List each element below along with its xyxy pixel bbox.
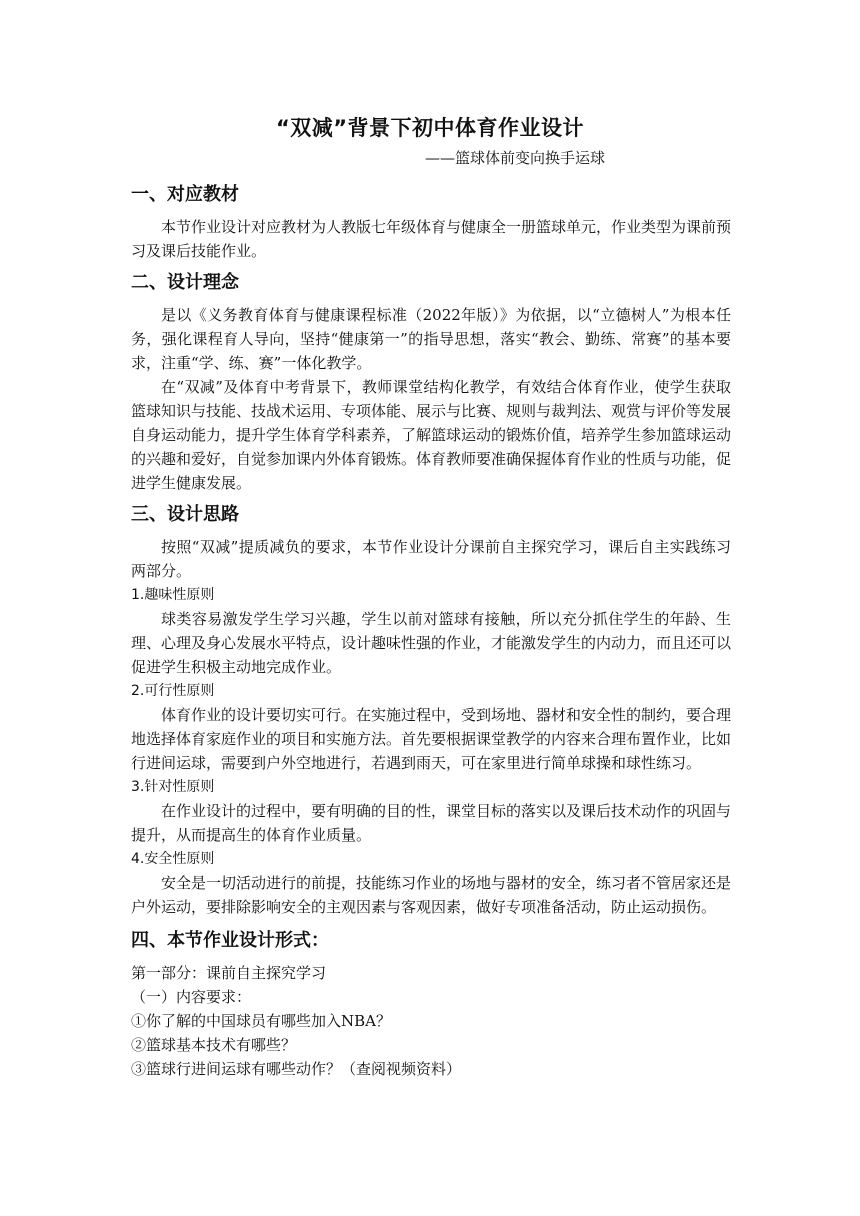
principle-label-1: 1.趣味性原则 (131, 587, 215, 603)
document-title: “双减”背景下初中体育作业设计 (275, 116, 585, 140)
section-heading-4: 四、本节作业设计形式： (131, 930, 329, 951)
document-body (131, 178, 731, 1081)
principle-label-4: 4.安全性原则 (131, 851, 215, 867)
question-item-3: ③篮球行进间运球有哪些动作？（查阅视频资料） (131, 1060, 462, 1078)
section-2-paragraph-2: 在“双减”及体育中考背景下，教师课堂结构化教学，有效结合体育作业，使学生获取篮球知识与技能、技战术运用、专项体能、展示与比赛、规则与裁判法、观赏与评价等发展自身运动能力，提升学生体育学科素养，了解篮球运动的锻炼价值，培养学生参加篮球运动的兴趣和爱好，自觉参加课内外体育锻炼。体育教师要准确保握体育作业的性质与功能，促进学生健康发展。 (131, 378, 732, 492)
part-one-title: 第一部分：课前自主探究学习 (131, 964, 327, 982)
content-requirements-label: （一）内容要求： (131, 988, 252, 1006)
question-item-2: ②篮球基本技术有哪些？ (131, 1036, 297, 1054)
section-2-paragraph-1: 是以《义务教育体育与健康课程标准（2022年版）》为依据，以“立德树人”为根本任务，强化课程育人导向，坚持“健康第一”的指导思想，落实“教会、勤练、常赛”的基本要求，注重“学、练、赛”一体化教学。 (131, 306, 731, 372)
principle-text-1: 球类容易激发学生学习兴趣，学生以前对篮球有接触，所以充分抓住学生的年龄、生理、心理及身心发展水平特点，设计趣味性强的作业，才能激发学生的内动力，而且还可以促进学生积极主动地完成作业。 (131, 610, 732, 676)
principle-text-3: 在作业设计的过程中，要有明确的目的性，课堂目标的落实以及课后技术动作的巩固与提升，从而提高生的体育作业质量。 (131, 802, 732, 844)
section-heading-3: 三、设计思路 (131, 504, 239, 525)
principle-label-2: 2.可行性原则 (131, 683, 215, 699)
principle-text-4: 安全是一切活动进行的前提，技能练习作业的场地与器材的安全，练习者不管居家还是户外运动，要排除影响安全的主观因素与客观因素，做好专项准备活动，防止运动损伤。 (131, 874, 732, 916)
section-heading-2: 二、设计理念 (131, 272, 239, 293)
question-item-1: ①你了解的中国球员有哪些加入NBA？ (131, 1012, 391, 1030)
section-3-intro: 按照“双减”提质减负的要求，本节作业设计分课前自主探究学习，课后自主实践练习两部分。 (131, 538, 731, 580)
principle-label-3: 3.针对性原则 (131, 779, 215, 795)
document-subtitle: ——篮球体前变向换手运球 (424, 149, 605, 167)
principle-text-2: 体育作业的设计要切实可行。在实施过程中，受到场地、器材和安全性的制约，要合理地选择体育家庭作业的项目和实施方法。首先要根据课堂教学的内容来合理布置作业，比如行进间运球，需要到户外空地进行，若遇到雨天，可在家里进行简单球操和球性练习。 (131, 706, 732, 772)
section-1-paragraph: 本节作业设计对应教材为人教版七年级体育与健康全一册篮球单元，作业类型为课前预习及课后技能作业。 (131, 218, 732, 260)
section-heading-1: 一、对应教材 (131, 184, 239, 205)
